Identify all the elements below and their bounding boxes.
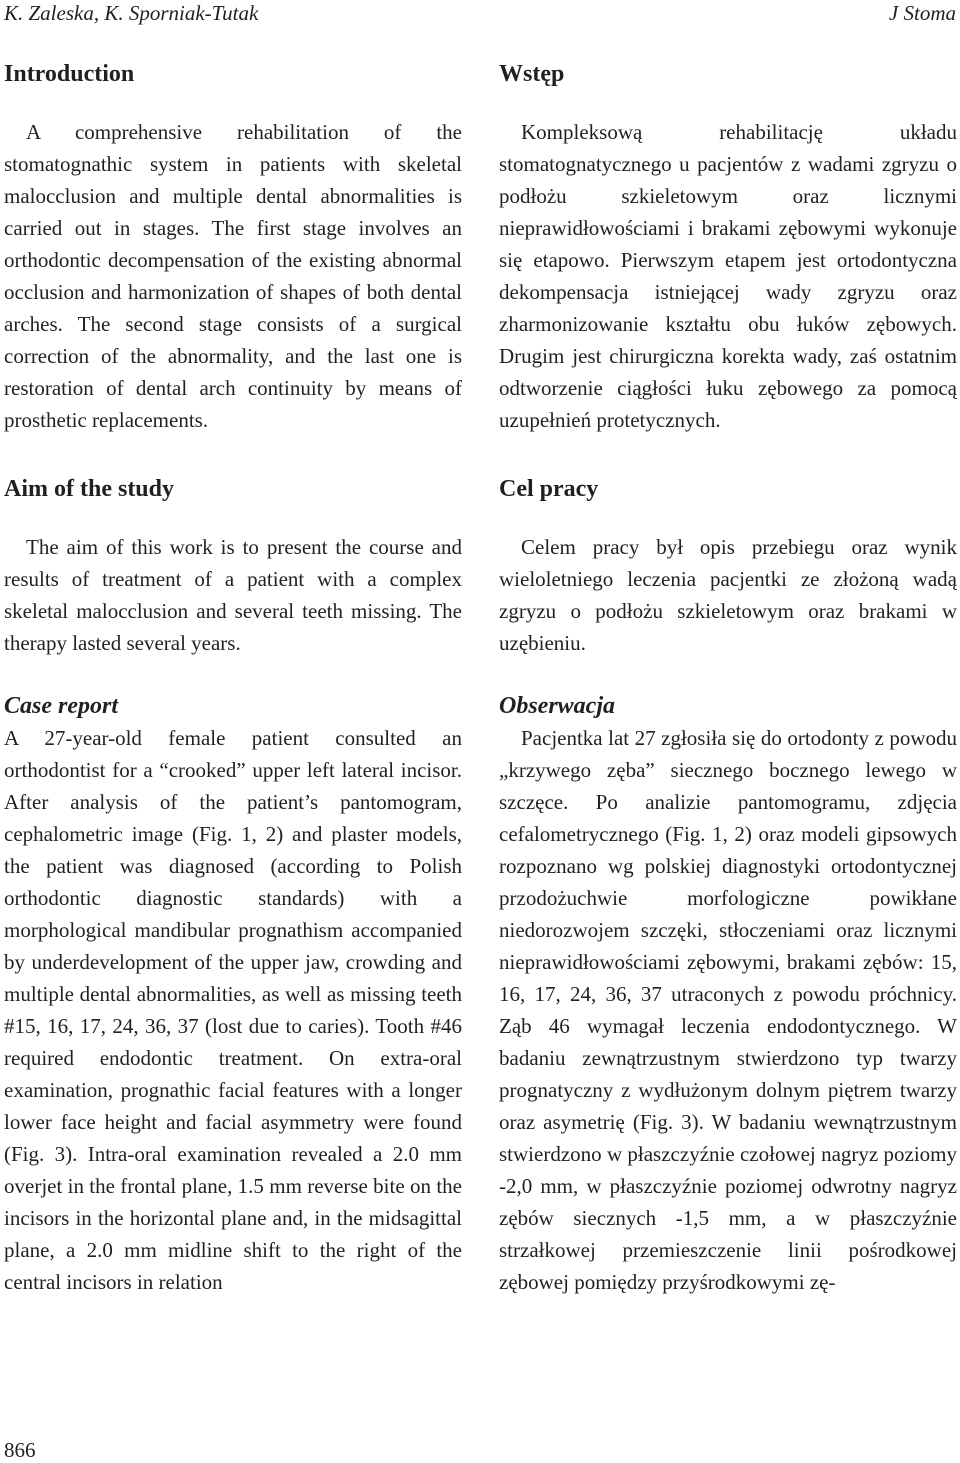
obserwacja-heading: Obserwacja	[499, 693, 615, 719]
introduction-heading: Introduction	[4, 61, 135, 87]
polish-column	[499, 52, 957, 1298]
running-head	[4, 0, 956, 26]
cel-heading: Cel pracy	[499, 476, 599, 502]
aim-heading: Aim of the study	[4, 476, 175, 502]
aim-paragraph: The aim of this work is to present the course and results of treatment of a patient with a complex skeletal malocclusion and several teeth missing. The therapy lasted several years.	[4, 535, 462, 655]
introduction-paragraph: A comprehensive rehabilitation of the stomatognathic system in patients with skeletal malocclusion and multiple dental abnormalities is carried out in stages. The first stage involves an orthodontic decompensation of the existing abnormal occlusion and harmonization of shapes of both dental arches. The second stage consists of a surgical correction of the abnormality, and the last one is restoration of dental arch continuity by means of prosthetic replacements.	[4, 120, 462, 432]
page-number: 866	[4, 1438, 36, 1462]
running-head-authors: K. Zaleska, K. Sporniak-Tutak	[4, 1, 259, 25]
case-report-heading: Case report	[4, 693, 118, 719]
english-column	[4, 52, 462, 1298]
case-report-paragraph: A 27-year-old female patient consulted an orthodontist for a “crooked” upper left lateral incisor. After analysis of the patient’s pantomogram, cephalometric image (Fig. 1, 2) and plaster models, the patient was diagnosed (according to Polish orthodontic diagnostic standards) with a morphological mandibular prognathism accompanied by underdevelopment of the upper jaw, crowding and multiple dental abnormalities, as well as missing teeth #15, 16, 17, 24, 36, 37 (lost due to caries). Tooth #46 required endodontic treatment. On extra-oral examination, prognathic facial features with a longer lower face height and facial asymmetry were found (Fig. 3). Intra-oral examination revealed a 2.0 mm overjet in the frontal plane, 1.5 mm reverse bite on the incisors in the horizontal plane and, in the midsagittal plane, a 2.0 mm midline shift to the right of the central incisors in relation	[4, 726, 462, 1294]
cel-paragraph: Celem pracy był opis przebiegu oraz wynik wieloletniego leczenia pacjentki ze złożoną wadą zgryzu o podłożu szkieletowym oraz brakami w uzębieniu.	[499, 535, 957, 655]
obserwacja-paragraph: Pacjentka lat 27 zgłosiła się do ortodonty z powodu „krzywego zęba” siecznego bocznego lewego w szczęce. Po analizie pantomogramu, zdjęcia cefalometrycznego (Fig. 1, 2) oraz modeli gipsowych rozpoznano wg polskiej diagnostyki ortodontycznej przodożuchwie morfologiczne powikłane niedorozwojem szczęki, stłoczeniami oraz licznymi nieprawidłowościami zębowymi, brakami zębów: 15, 16, 17, 24, 36, 37 utraconych z powodu próchnicy. Ząb 46 wymagał leczenia endodontycznego. W badaniu zewnątrzustnym stwierdzono typ twarzy prognatyczny z wydłużonym dolnym piętrem twarzy oraz asymetrię (Fig. 3). W badaniu wewnątrzustnym stwierdzono w płaszczyźnie czołowej nagryz poziomy -2,0 mm, w płaszczyźnie poziomej odwrotny nagryz zębów siecznych -1,5 mm, a w płaszczyźnie strzałkowej przemieszczenie linii pośrodkowej zębowej pomiędzy przyśrodkowymi zę-	[499, 726, 957, 1294]
running-head-journal: J Stoma	[888, 1, 956, 25]
wstep-heading: Wstęp	[499, 61, 565, 87]
wstep-paragraph: Kompleksową rehabilitację układu stomatognatycznego u pacjentów z wadami zgryzu o podłożu szkieletowym oraz licznymi nieprawidłowościami i brakami zębowymi wykonuje się etapowo. Pierwszym etapem jest ortodontyczna dekompensacja istniejącej wady zgryzu oraz zharmonizowanie kształtu obu łuków zębowych. Drugim jest chirurgiczna korekta wady, zaś ostatnim odtworzenie ciągłości łuku zębowego za pomocą uzupełnień protetycznych.	[499, 120, 957, 432]
